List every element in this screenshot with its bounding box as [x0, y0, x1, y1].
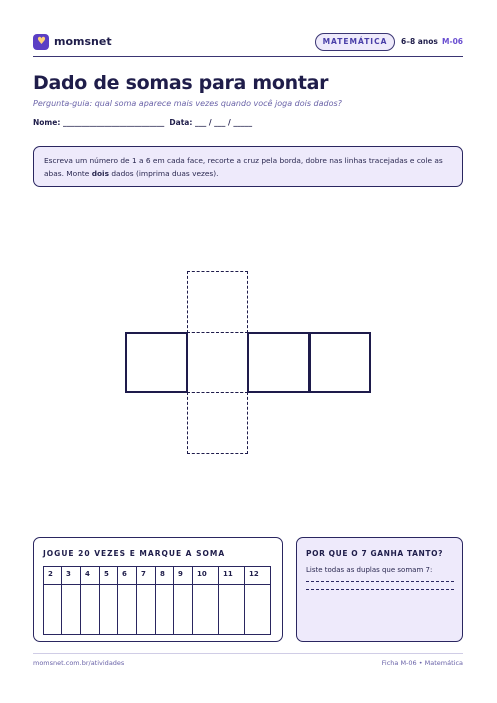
subject-badge: MATEMÁTICA: [315, 33, 395, 51]
net-face-far-right: [309, 332, 371, 393]
sum-header-11: 11: [219, 567, 245, 585]
why-title: POR QUE O 7 GANHA TANTO?: [306, 549, 444, 558]
tally-cell: [62, 585, 81, 635]
answer-line: [306, 589, 454, 590]
tally-title: JOGUE 20 VEZES E MARQUE A SOMA: [43, 549, 226, 558]
footer-url: momsnet.com.br/atividades: [33, 659, 125, 667]
instructions-text: Escreva um número de 1 a 6 em cada face, recorte a cruz pela borda, dobre nas linhas tracejadas e cole as abas. Monte: [44, 156, 443, 178]
instructions-text-end: dados (imprima duas vezes).: [109, 169, 219, 178]
tally-cell: [245, 585, 271, 635]
name-date-field: Nome: ___________________________ Data: ___ / ___ / _____: [33, 118, 253, 127]
sum-header-2: 2: [44, 567, 62, 585]
tally-cell: [137, 585, 156, 635]
footer-sheet-label: Ficha M-06 • Matemática: [381, 659, 463, 667]
net-face-bottom: [187, 392, 248, 454]
page-header: [33, 33, 463, 57]
why-seven-panel: [296, 537, 463, 642]
sum-header-8: 8: [156, 567, 174, 585]
net-face-center: [187, 332, 248, 393]
sum-header-4: 4: [81, 567, 100, 585]
sum-header-6: 6: [118, 567, 137, 585]
tally-cell: [100, 585, 118, 635]
tally-cell: [118, 585, 137, 635]
brand-logo-icon: ♥: [33, 34, 49, 50]
page-title: Dado de somas para montar: [33, 72, 329, 94]
sum-header-9: 9: [174, 567, 193, 585]
why-prompt: Liste todas as duplas que somam 7:: [306, 566, 433, 574]
sum-header-5: 5: [100, 567, 118, 585]
sheet-code: M-06: [442, 37, 464, 46]
footer-divider: [33, 653, 463, 654]
sum-header-3: 3: [62, 567, 81, 585]
header-divider: [33, 56, 463, 57]
instructions-bold: dois: [91, 169, 109, 178]
net-face-left: [125, 332, 188, 393]
tally-cell: [156, 585, 174, 635]
sum-header-12: 12: [245, 567, 271, 585]
net-face-top: [187, 271, 248, 333]
net-face-right: [247, 332, 310, 393]
tally-cell: [193, 585, 219, 635]
instructions-box: [33, 146, 463, 187]
age-range: 6–8 anos: [401, 37, 438, 46]
guiding-question: Pergunta-guia: qual soma aparece mais vezes quando você joga dois dados?: [33, 99, 342, 108]
brand-name: momsnet: [54, 35, 112, 48]
tally-cell: [81, 585, 100, 635]
tally-panel: [33, 537, 283, 642]
sum-header-7: 7: [137, 567, 156, 585]
answer-line: [306, 581, 454, 582]
tally-cell: [174, 585, 193, 635]
tally-table: [43, 566, 271, 635]
sum-header-10: 10: [193, 567, 219, 585]
tally-cell: [219, 585, 245, 635]
tally-cell: [44, 585, 62, 635]
